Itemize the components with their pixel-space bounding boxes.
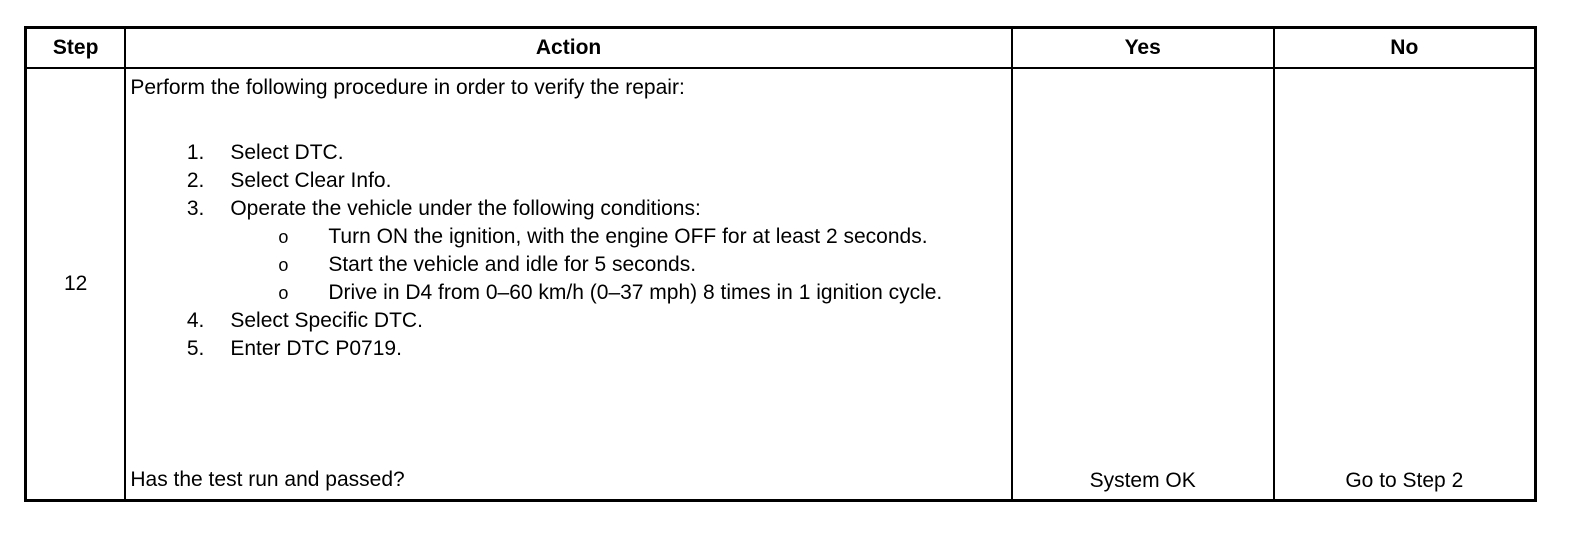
sub-list-item-text: Start the vehicle and idle for 5 seconds. bbox=[328, 253, 697, 276]
list-item-text: Select DTC. bbox=[230, 141, 344, 164]
yes-result: System OK bbox=[1089, 469, 1196, 492]
sub-list-item-text: Drive in D4 from 0–60 km/h (0–37 mph) 8 times in 1 ignition cycle. bbox=[328, 281, 943, 304]
action-question: Has the test run and passed? bbox=[130, 468, 405, 491]
header-action: Action bbox=[125, 28, 1011, 69]
list-item-text: Enter DTC P0719. bbox=[230, 337, 402, 360]
bullet-icon: o bbox=[278, 283, 289, 303]
procedure-list bbox=[126, 139, 1010, 363]
sub-list-item bbox=[126, 251, 1010, 279]
list-item-number: 4. bbox=[186, 309, 205, 332]
diagnostic-table bbox=[24, 26, 1537, 502]
header-row bbox=[26, 28, 1536, 69]
header-step: Step bbox=[26, 28, 126, 69]
action-intro: Perform the following procedure in order to verify the repair: bbox=[130, 76, 685, 99]
list-item bbox=[126, 167, 1010, 195]
sub-list-item bbox=[126, 223, 1010, 251]
list-item-text: Operate the vehicle under the following conditions: bbox=[230, 197, 701, 220]
header-no: No bbox=[1274, 28, 1536, 69]
yes-cell bbox=[1012, 68, 1274, 501]
bullet-icon: o bbox=[278, 255, 289, 275]
sub-list-item-text: Turn ON the ignition, with the engine OFF for at least 2 seconds. bbox=[328, 225, 928, 248]
no-cell bbox=[1274, 68, 1536, 501]
list-item-number: 1. bbox=[186, 141, 205, 164]
list-item-number: 2. bbox=[186, 169, 205, 192]
table-row bbox=[26, 68, 1536, 501]
bullet-icon: o bbox=[278, 227, 289, 247]
list-item-text: Select Clear Info. bbox=[230, 169, 392, 192]
sub-list-item bbox=[126, 279, 1010, 307]
list-item bbox=[126, 307, 1010, 335]
list-item-text: Select Specific DTC. bbox=[230, 309, 423, 332]
list-item bbox=[126, 335, 1010, 363]
list-item bbox=[126, 195, 1010, 223]
action-cell bbox=[125, 68, 1011, 501]
header-yes: Yes bbox=[1012, 28, 1274, 69]
step-number: 12 bbox=[26, 68, 126, 501]
list-item-number: 3. bbox=[186, 197, 205, 220]
list-item-number: 5. bbox=[186, 337, 205, 360]
list-item bbox=[126, 139, 1010, 167]
no-result: Go to Step 2 bbox=[1345, 469, 1464, 492]
